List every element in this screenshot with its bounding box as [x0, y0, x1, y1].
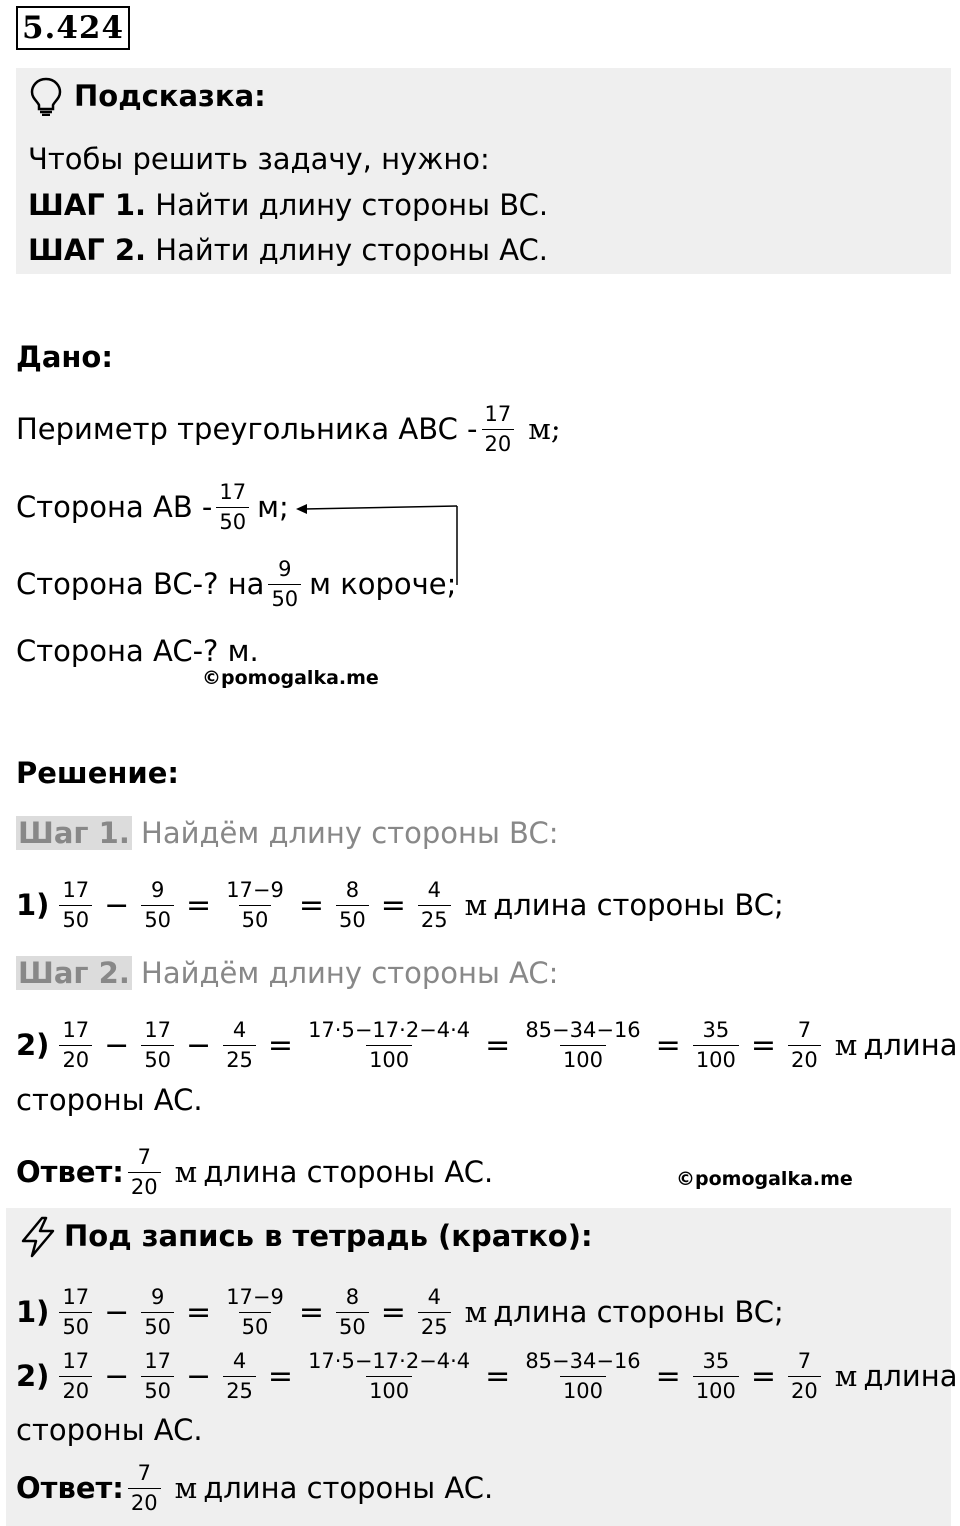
- notebook-header: [18, 1214, 593, 1258]
- equation-1: [16, 872, 784, 938]
- fraction: $\frac{17}{20}$: [59, 1020, 92, 1071]
- operator: −: [186, 1358, 212, 1394]
- equation-number: 2): [16, 1359, 50, 1393]
- given-title: Дано:: [16, 340, 113, 374]
- unit: м: [834, 1028, 858, 1062]
- unit: м: [464, 888, 488, 922]
- fraction: $\frac{17}{50}$: [59, 1287, 92, 1338]
- operator: =: [750, 1027, 777, 1063]
- step-text: Найдём длину стороны AC:: [131, 956, 559, 990]
- lightbulb-icon: [28, 76, 64, 116]
- fraction: $\frac{7}{20}$: [128, 1463, 161, 1514]
- notebook-title: Под запись в тетрадь (кратко):: [64, 1219, 593, 1253]
- fraction: $\frac{4}{25}$: [418, 880, 451, 931]
- operator: =: [485, 1027, 511, 1063]
- fraction: $\frac{8}{50}$: [336, 880, 369, 931]
- operator: −: [104, 1294, 130, 1330]
- fraction: $\frac{35}{100}$: [693, 1351, 739, 1402]
- unit: м;: [257, 490, 289, 524]
- fraction: $\frac{17}{50}$: [216, 482, 249, 533]
- given-text: Периметр треугольника ABC -: [16, 412, 478, 446]
- fraction: $\frac{9}{50}$: [141, 880, 174, 931]
- hint-step-label: ШАГ 1.: [28, 188, 147, 222]
- operator: =: [298, 887, 325, 923]
- watermark: ©pomogalka.me: [202, 667, 379, 689]
- unit: м: [174, 1155, 198, 1189]
- hint-step-text: Найти длину стороны BC.: [146, 188, 549, 222]
- unit: м короче;: [309, 567, 457, 601]
- watermark: ©pomogalka.me: [676, 1168, 853, 1190]
- unit: м: [464, 1295, 488, 1329]
- hint-step-2: [28, 233, 548, 267]
- operator: =: [267, 1358, 294, 1394]
- relation-arrow: [290, 495, 470, 595]
- hint-step-label: ШАГ 2.: [28, 233, 147, 267]
- step-label: Шаг 1.: [18, 816, 130, 850]
- fraction: $\frac{85-34-16}{100}$: [525, 1017, 641, 1072]
- given-ab: [16, 476, 289, 538]
- given-ac: Сторона AC-? м.: [16, 634, 259, 668]
- equation-number: 1): [16, 888, 50, 922]
- answer-text: длина стороны AC.: [203, 1471, 494, 1505]
- operator: =: [186, 1294, 212, 1330]
- equation-tail: длина: [863, 1028, 958, 1062]
- operator: −: [104, 1027, 130, 1063]
- operator: =: [267, 1027, 294, 1063]
- problem-number: 5.424: [16, 6, 130, 50]
- hint-step-1: [28, 188, 548, 222]
- fraction: $\frac{9}{50}$: [141, 1287, 174, 1338]
- fraction: $\frac{8}{50}$: [336, 1287, 369, 1338]
- fraction: $\frac{7}{20}$: [788, 1351, 821, 1402]
- operator: =: [380, 1294, 406, 1330]
- given-text: Сторона BC-? на: [16, 567, 265, 601]
- operator: =: [750, 1358, 777, 1394]
- equation-tail: длина стороны BC;: [493, 1295, 784, 1329]
- unit: м;: [528, 412, 561, 446]
- operator: =: [298, 1294, 325, 1330]
- operator: =: [655, 1358, 681, 1394]
- fraction: $\frac{85-34-16}{100}$: [525, 1348, 641, 1403]
- hint-step-text: Найти длину стороны AC.: [146, 233, 549, 267]
- fraction: $\frac{17-9}{50}$: [226, 877, 284, 932]
- lightning-icon: [18, 1216, 54, 1256]
- fraction: $\frac{35}{100}$: [693, 1020, 739, 1071]
- fraction: $\frac{17-9}{50}$: [226, 1284, 284, 1339]
- given-perimeter: [16, 398, 567, 460]
- fraction: $\frac{17}{50}$: [141, 1020, 174, 1071]
- notebook-equation-2-continuation: стороны AC.: [16, 1413, 203, 1447]
- notebook-answer: [16, 1456, 493, 1520]
- unit: м: [174, 1471, 198, 1505]
- operator: −: [104, 887, 130, 923]
- equation-2-continuation: стороны AC.: [16, 1083, 203, 1117]
- solution-step-1: [16, 816, 558, 850]
- fraction: $\frac{17}{20}$: [59, 1351, 92, 1402]
- operator: =: [655, 1027, 681, 1063]
- fraction: $\frac{4}{25}$: [418, 1287, 451, 1338]
- given-text: Сторона AB -: [16, 490, 213, 524]
- fraction: $\frac{17}{50}$: [59, 880, 92, 931]
- hint-intro: Чтобы решить задачу, нужно:: [28, 142, 490, 176]
- fraction: $\frac{17}{50}$: [141, 1351, 174, 1402]
- fraction: $\frac{4}{25}$: [223, 1020, 256, 1071]
- fraction: $\frac{17\cdot 5-17\cdot 2-4\cdot 4}{100}$: [308, 1017, 471, 1072]
- fraction: $\frac{17\cdot 5-17\cdot 2-4\cdot 4}{100}$: [308, 1348, 471, 1403]
- fraction: $\frac{17}{20}$: [482, 404, 515, 455]
- hint-header: [28, 74, 266, 118]
- fraction: $\frac{9}{50}$: [268, 559, 301, 610]
- fraction: $\frac{4}{25}$: [223, 1351, 256, 1402]
- solution-title: Решение:: [16, 756, 180, 790]
- notebook-equation-2: [16, 1344, 958, 1408]
- unit: м: [834, 1359, 858, 1393]
- equation-number: 1): [16, 1295, 50, 1329]
- equation-number: 2): [16, 1028, 50, 1062]
- answer: [16, 1140, 493, 1204]
- operator: −: [186, 1027, 212, 1063]
- hint-title: Подсказка:: [74, 79, 266, 113]
- solution-step-2: [16, 956, 558, 990]
- equation-tail: длина: [863, 1359, 958, 1393]
- operator: =: [186, 887, 212, 923]
- answer-label: Ответ:: [16, 1471, 124, 1505]
- answer-label: Ответ:: [16, 1155, 124, 1189]
- equation-tail: длина стороны BC;: [493, 888, 784, 922]
- step-text: Найдём длину стороны BC:: [131, 816, 559, 850]
- operator: =: [380, 887, 406, 923]
- equation-2: [16, 1012, 958, 1078]
- step-label: Шаг 2.: [18, 956, 130, 990]
- operator: =: [485, 1358, 511, 1394]
- fraction: $\frac{7}{20}$: [788, 1020, 821, 1071]
- answer-text: длина стороны AC.: [203, 1155, 494, 1189]
- notebook-equation-1: [16, 1280, 784, 1344]
- operator: −: [104, 1358, 130, 1394]
- fraction: $\frac{7}{20}$: [128, 1147, 161, 1198]
